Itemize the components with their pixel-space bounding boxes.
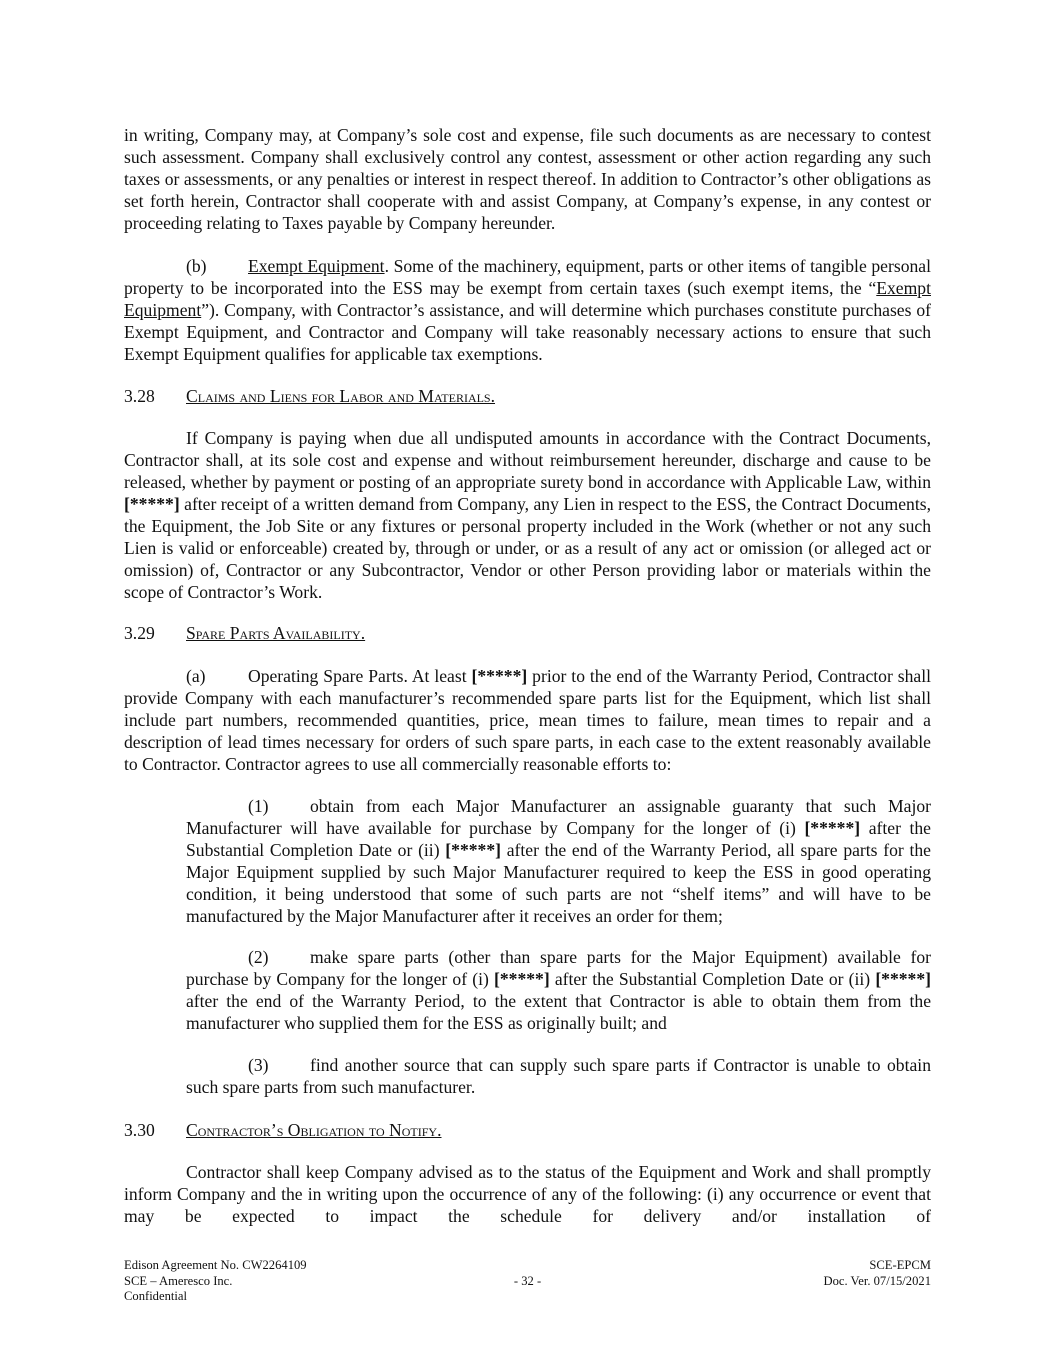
section-title: Claims and Liens for Labor and Materials. [186, 386, 496, 406]
redaction: [*****] [124, 494, 180, 514]
text: obtain from each Major Manufacturer an assignable guaranty that such Major Manufacturer will have available for purchase by Company for the longer of (i) [186, 796, 931, 838]
text: after the end of the Warranty Period, to the extent that Contractor is able to obtain them from the manufacturer who supplied them for the ESS as originally built; and [186, 991, 931, 1033]
redaction: [*****] [804, 818, 861, 838]
list-item-2 [186, 946, 931, 1034]
paragraph-obligation-notify: Contractor shall keep Company advised as to the status of the Equipment and Work and shall promptly inform Company and the in writing upon the occurrence of any of the following: (i) any occurrence or event that may be expected to impact the schedule for delivery and/or installation of [124, 1162, 931, 1226]
section-number: 3.29 [124, 623, 155, 643]
list-item-3 [186, 1054, 931, 1098]
paragraph-tax-contest: in writing, Company may, at Company’s sole cost and expense, file such documents as are necessary to contest such assessment. Company shall exclusively control any contest, assessment or other action regarding any such taxes or assessments, or any penalties or interest in respect thereof. In addition to Contractor’s other obligations as set forth herein, Contractor shall cooperate with and assist Company, at Company’s expense, in any contest or proceeding relating to Taxes payable by Company hereunder. [124, 125, 931, 233]
text: ”). Company, with Contractor’s assistance, and will determine which purchases constitute purchases of Exempt Equipment, and Contractor and Company will take reasonably necessary actions to ensure that such Exempt Equipment qualifies for applicable tax exemptions. [124, 300, 931, 364]
text: find another source that can supply such spare parts if Contractor is unable to obtain such spare parts from such manufacturer. [186, 1055, 931, 1097]
redaction: [*****] [471, 666, 528, 686]
redaction: [*****] [875, 969, 932, 989]
text: prior to the end of the Warranty Period, Contractor shall provide Company with each manufacturer’s recommended spare parts list for the Equipment, which list shall include part numbers, recommended quantities, price, mean times to failure, mean times to repair and a description of lead times necessary for orders of such spare parts, in each case to the extent reasonably available to Contractor. Contractor agrees to use all commercially reasonable efforts to: [124, 666, 931, 774]
text: after the Substantial Completion Date or (ii) [186, 818, 931, 860]
section-number: 3.28 [124, 386, 155, 406]
paragraph-exempt-equipment [124, 255, 931, 365]
section-heading-3-30 [124, 1119, 931, 1141]
redaction: [*****] [494, 969, 550, 989]
text: after receipt of a written demand from Company, any Lien in respect to the ESS, the Contract Documents, the Equipment, the Job Site or any fixtures or personal property included in the Work (whether or not any such Lien is valid or enforceable) created by, through or under, or as a result of any act or omission (or alleged act or omission) of, Contractor or any Subcontractor, Vendor or other Person providing labor or materials within the scope of Contractor’s Work. [124, 494, 931, 602]
agreement-number: Edison Agreement No. CW2264109 [124, 1258, 307, 1272]
section-heading-3-28 [124, 385, 931, 407]
paragraph-claims-liens [124, 427, 931, 603]
text: Operating Spare Parts. At least [248, 666, 472, 686]
text: after the Substantial Completion Date or (ii) [549, 969, 876, 989]
section-heading-3-29 [124, 622, 931, 644]
parties: SCE – Ameresco Inc. [124, 1273, 233, 1288]
paragraph-operating-spare-parts [124, 665, 931, 775]
section-number: 3.30 [124, 1120, 155, 1140]
confidential-label: Confidential [124, 1289, 187, 1303]
section-title: Spare Parts Availability. [186, 623, 366, 643]
text: make spare parts (other than spare parts for the Major Equipment) available for purchase by Company for the longer of (i) [186, 947, 931, 989]
list-item-1 [186, 795, 931, 927]
item-label: (a) [186, 666, 206, 686]
document-version: Doc. Ver. 07/15/2021 [823, 1273, 931, 1288]
redaction: [*****] [445, 840, 501, 860]
text: If Company is paying when due all undisputed amounts in accordance with the Contract Documents, Contractor shall, at its sole cost and expense and without reimbursement hereunder, discharge and cause to be released, whether by payment or posting of an appropriate surety bond in accordance with Applicable Law, within [124, 428, 931, 492]
item-label: (3) [248, 1055, 269, 1075]
item-label: (1) [248, 796, 269, 816]
subsection-title: Exempt Equipment [248, 256, 385, 276]
footer-right [823, 1258, 931, 1289]
text: after the end of the Warranty Period, all spare parts for the Major Equipment supplied by such Major Manufacturer required to keep the ESS in good operating condition, it being understood that some of such parts are not “shelf items” and will have to be manufactured by the Major Manufacturer after it receives an order for them; [186, 840, 931, 926]
page-number: - 32 - [513, 1273, 542, 1288]
item-label: (b) [186, 256, 207, 276]
text: . Some of the machinery, equipment, parts or other items of tangible personal property to be incorporated into the ESS may be exempt from certain taxes (such exempt items, the “ [124, 256, 931, 298]
section-title: Contractor’s Obligation to Notify. [186, 1120, 442, 1140]
document-type: SCE-EPCM [869, 1258, 931, 1272]
item-label: (2) [248, 947, 269, 967]
defined-term: Exempt Equipment [124, 278, 931, 320]
